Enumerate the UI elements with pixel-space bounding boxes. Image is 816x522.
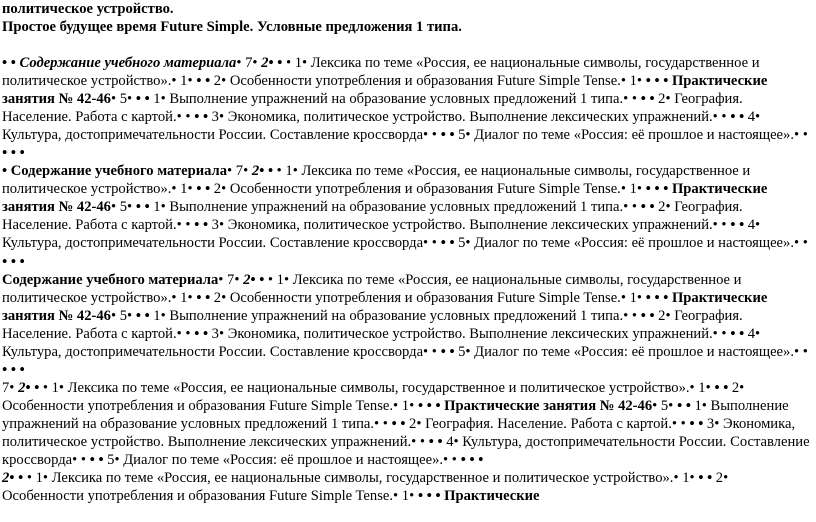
topic-text: 3• Экономика, политическое устройство. Выполнение лексических упражнений.• • xyxy=(211,325,731,342)
bullet-run: • • xyxy=(391,415,410,432)
level-marker: 2• • xyxy=(261,55,286,71)
bullet-run: • • xyxy=(689,415,707,432)
paragraph-gap xyxy=(2,36,812,54)
bullet-run: • • • xyxy=(2,145,25,162)
topic-text: 2• Особенности употребления и образования Future Simple Tense.• 1• xyxy=(213,289,646,306)
hours-text: • 5• xyxy=(652,397,677,414)
content-paragraph-1 xyxy=(2,54,812,162)
topic-text: 5• Диалог по теме «Россия: её прошлое и настоящее».• • xyxy=(458,343,808,360)
bullet-run: • • xyxy=(440,127,459,144)
bullet-run: • • • xyxy=(460,452,484,469)
topic-text: 1• Выполнение упражнений на образование условных предложений 1 типа.• • xyxy=(153,91,641,108)
bullet-run: • • xyxy=(196,73,214,90)
level-marker: 2• • xyxy=(18,379,43,396)
practice-title: Практические занятия № 42-46 xyxy=(2,181,768,216)
topic-text: • 1• Лексика по теме «Россия, ее национальные символы, государственное и политическое устройство».• 1• xyxy=(2,271,742,306)
content-paragraph-2 xyxy=(2,162,812,270)
hours-text: • 7• xyxy=(236,55,262,71)
bullet-run: • • xyxy=(640,307,659,324)
section-title: Содержание учебного материала xyxy=(2,271,219,288)
bullet-run: • • xyxy=(698,470,716,487)
bullet-run: • • xyxy=(640,91,659,108)
bullet-run: • • • xyxy=(2,361,25,378)
section-title: Содержание учебного материала xyxy=(10,163,228,180)
bullet-run: • • xyxy=(135,199,154,216)
bullet-run: • • • xyxy=(645,289,672,306)
practice-title: Практические xyxy=(444,488,540,505)
topic-text: • 1• Лексика по теме «Россия, ее национальные символы, государственное и политическое устройство».• 1• xyxy=(42,379,715,396)
hours-text: • 7• xyxy=(227,163,252,180)
bullet-run: • • xyxy=(89,452,108,469)
hours-text: • 5• xyxy=(110,307,136,324)
bullet-run: • • xyxy=(135,307,154,324)
bullet-run: • • • xyxy=(2,253,25,270)
bullet-run: • • • xyxy=(417,397,445,414)
bullet-run: • • xyxy=(730,217,748,234)
topic-text: 5• Диалог по теме «Россия: её прошлое и настоящее».• • xyxy=(107,452,461,469)
topic-text: • 1• Лексика по теме «Россия, ее национальные символы, государственное и политическое устройство».• 1• xyxy=(2,55,760,90)
topic-text: 4• Культура, достопримечательности России. Составление кроссворда• • xyxy=(2,217,761,252)
topic-text: 5• Диалог по теме «Россия: её прошлое и настоящее».• • xyxy=(458,235,808,252)
topic-text: 3• Экономика, политическое устройство. Выполнение лексических упражнений.• • xyxy=(2,415,796,450)
topic-text: 4• Культура, достопримечательности России. Составление кроссворда• • xyxy=(2,109,761,144)
topic-text: 1• Выполнение упражнений на образование условных предложений 1 типа.• • xyxy=(153,199,641,216)
bullet-run: • • xyxy=(135,91,154,108)
topic-text: 4• Культура, достопримечательности России. Составление кроссворда• • xyxy=(2,433,810,469)
topic-text: 4• Культура, достопримечательности России. Составление кроссворда• • xyxy=(2,325,761,360)
level-marker: 2• • xyxy=(243,271,268,288)
hours-text: • 5• xyxy=(110,199,136,216)
topic-text: 5• Диалог по теме «Россия: её прошлое и настоящее».• • xyxy=(458,127,808,144)
bullet-run: • • xyxy=(194,325,212,342)
content-paragraph-4 xyxy=(2,379,812,469)
topic-text: 2• Особенности употребления и образования Future Simple Tense.• 1• xyxy=(2,379,745,414)
topic-text: 1• Выполнение упражнений на образование условных предложений 1 типа.• • xyxy=(2,397,789,432)
hours-text: • 5• xyxy=(110,91,136,108)
bullet-run: • • xyxy=(440,235,459,252)
hours-text: • 7• xyxy=(218,271,244,288)
bullet-run: • • • xyxy=(645,73,672,90)
practice-title: Практические занятия № 42-46 xyxy=(2,289,768,324)
practice-title: Практические занятия № 42-46 xyxy=(444,397,653,414)
bullet-run: • • xyxy=(676,397,695,414)
topic-text: 2• Особенности употребления и образования Future Simple Tense.• 1• xyxy=(2,470,729,505)
topic-text: 1• Выполнение упражнений на образование условных предложений 1 типа.• • xyxy=(153,307,641,324)
bullet-run: • • • xyxy=(645,181,672,198)
section-title: Содержание учебного материала xyxy=(19,55,237,71)
content-paragraph-5 xyxy=(2,469,812,505)
topic-text: 3• Экономика, политическое устройство. Выполнение лексических упражнений.• • xyxy=(211,217,731,234)
bullet-run: • • xyxy=(2,55,20,71)
bullet-run: • • xyxy=(714,379,732,396)
topic-text: 2• Особенности употребления и образования Future Simple Tense.• 1• xyxy=(213,73,646,90)
topic-text: 2• География. Население. Работа с картой.• • xyxy=(409,415,690,432)
topic-text: 2• Особенности употребления и образования Future Simple Tense.• 1• xyxy=(213,181,646,198)
bullet-run: • • xyxy=(440,343,459,360)
level-marker: 2• • xyxy=(2,470,27,487)
level-marker: 2• • xyxy=(251,163,277,180)
bullet-run: • xyxy=(2,163,11,180)
topic-text: 2• География. Население. Работа с картой.• • xyxy=(2,91,743,126)
bullet-run: • • xyxy=(196,181,214,198)
document-line-1: политическое устройство. xyxy=(2,1,174,17)
bullet-run: • • xyxy=(730,109,748,126)
bullet-run: • • xyxy=(196,289,214,306)
bullet-run: • • xyxy=(428,433,447,450)
topic-text: • 1• Лексика по теме «Россия, ее национальные символы, государственное и политическое устройство».• 1• xyxy=(26,470,699,487)
topic-text: 2• География. Население. Работа с картой.• • xyxy=(2,199,743,234)
bullet-run: • • xyxy=(640,199,659,216)
bullet-run: • • xyxy=(194,109,212,126)
topic-text: 2• География. Население. Работа с картой.• • xyxy=(2,307,743,342)
topic-text: • 1• Лексика по теме «Россия, ее национальные символы, государственное и политическое устройство».• 1• xyxy=(2,163,751,198)
bullet-run: • • • xyxy=(417,488,445,505)
bullet-run: • • xyxy=(194,217,212,234)
hours-text: 7• xyxy=(2,379,19,396)
bullet-run: • • xyxy=(730,325,748,342)
document-heading: Простое будущее время Future Simple. Условные предложения 1 типа. xyxy=(2,19,462,35)
content-paragraph-3 xyxy=(2,271,812,379)
topic-text: 3• Экономика, политическое устройство. Выполнение лексических упражнений.• • xyxy=(211,109,731,126)
practice-title: Практические занятия № 42-46 xyxy=(2,73,768,108)
